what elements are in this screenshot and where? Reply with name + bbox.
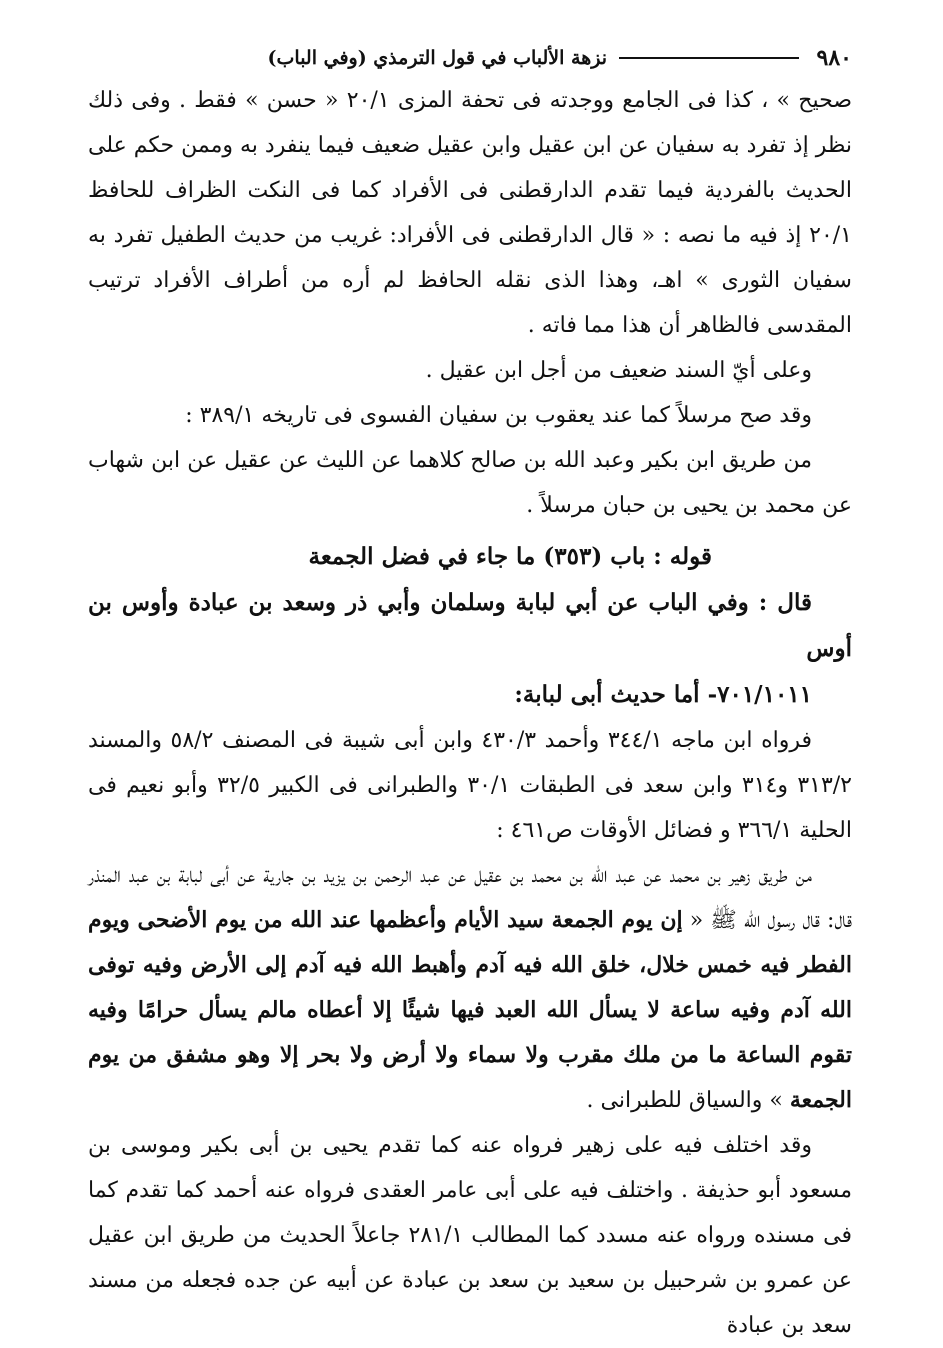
running-title: نزهة الألباب في قول الترمذي (وفي الباب) <box>267 47 607 69</box>
paragraph-mursal: وقد صح مرسلاً كما عند يعقوب بن سفيان الفسوى فى تاريخه ٣٨٩/١ : <box>185 403 812 428</box>
paragraph-hadith <box>88 853 852 1123</box>
hadith-text: إن يوم الجمعة سيد الأيام وأعظمها عند الله من يوم الأضحى ويوم الفطر فيه خمس خلال، خلق الله فيه آدم وأهبط الله فيه آدم إلى الأرض وفيه توفى الله آدم وفيه ساعة لا يسأل الله العبد فيها شيئًا إلا أعطاه مالم يسأل حرامًا وفيه تقوم الساعة ما من ملك مقرب ولا سماء ولا أرض ولا بحر إلا وهو مشفق من يوم الجمعة <box>88 907 852 1113</box>
hadith-subheading: ٧٠١/١٠١١- أما حديث أبى لبابة: <box>514 681 812 708</box>
tirmidhi-quote: قال : وفي الباب عن أبي لبابة وسلمان وأبي ذر وسعد بن عبادة وأوس بن أوس <box>88 589 852 662</box>
paragraph-sources: فرواه ابن ماجه ٣٤٤/١ وأحمد ٤٣٠/٣ وابن أبى شيبة فى المصنف ٥٨/٢ والمسند ٣١٣/٢ و٣١٤ وابن سعد فى الطبقات ٣٠/١ والطبرانى فى الكبير ٣٢/٥ وأبو نعيم فى الحلية ٣٦٦/١ و فضائل الأوقات ص٤٦١ : <box>88 728 852 843</box>
hadith-intro: من طريق زهير بن محمد عن عبد الله بن محمد بن عقيل عن عبد الرحمن بن يزيد بن جارية عن أبى لبابة بن عبد المنذر قال: قال رسول الله ﷺ « <box>88 863 852 933</box>
hadith-outro: » والسياق للطبرانى . <box>586 1088 790 1113</box>
header-rule <box>619 57 799 59</box>
running-head <box>88 38 852 78</box>
paragraph-disagreement: وقد اختلف فيه على زهير فرواه عنه كما تقدم يحيى بن أبى بكير وموسى بن مسعود أبو حذيفة . واختلف فيه على أبى عامر العقدى فرواه عنه أحمد كما تقدم كما فى مسنده ورواه عنه مسدد كما المطالب ٢٨١/١ جاعلاً الحديث من طريق ابن عقيل عن عمرو بن شرحبيل بن سعيد بن سعد بن عبادة عن أبيه عن جده فجعله من مسند سعد بن عبادة <box>88 1133 852 1338</box>
page-number: ٩٨٠ <box>816 45 852 71</box>
paragraph-chain: من طريق ابن بكير وعبد الله بن صالح كلاهما عن الليث عن عقيل عن ابن شهاب عن محمد بن يحيى بن حبان مرسلاً . <box>88 448 852 518</box>
chapter-title: قوله : باب (٣٥٣) ما جاء في فضل الجمعة <box>308 543 712 570</box>
paragraph-sanad-weak: وعلى أيّ السند ضعيف من أجل ابن عقيل . <box>425 358 812 383</box>
book-page <box>88 38 852 1338</box>
paragraph-continuation: صحيح » ، كذا فى الجامع ووجدته فى تحفة المزى ٢٠/١ « حسن » فقط . وفى ذلك نظر إذ تفرد به سفيان عن ابن عقيل وابن عقيل ضعيف فيما ينفرد به وممن حكم على الحديث بالفردية فيما تقدم الدارقطنى فى الأفراد كما فى النكت الظراف للحافظ ٢٠/١ إذ فيه ما نصه : « قال الدارقطنى فى الأفراد: غريب من حديث الطفيل تفرد به سفيان الثورى » اهـ، وهذا الذى نقله الحافظ لم أره من أطراف الأفراد ترتيب المقدسى فالظاهر أن هذا مما فاته . <box>88 88 852 338</box>
